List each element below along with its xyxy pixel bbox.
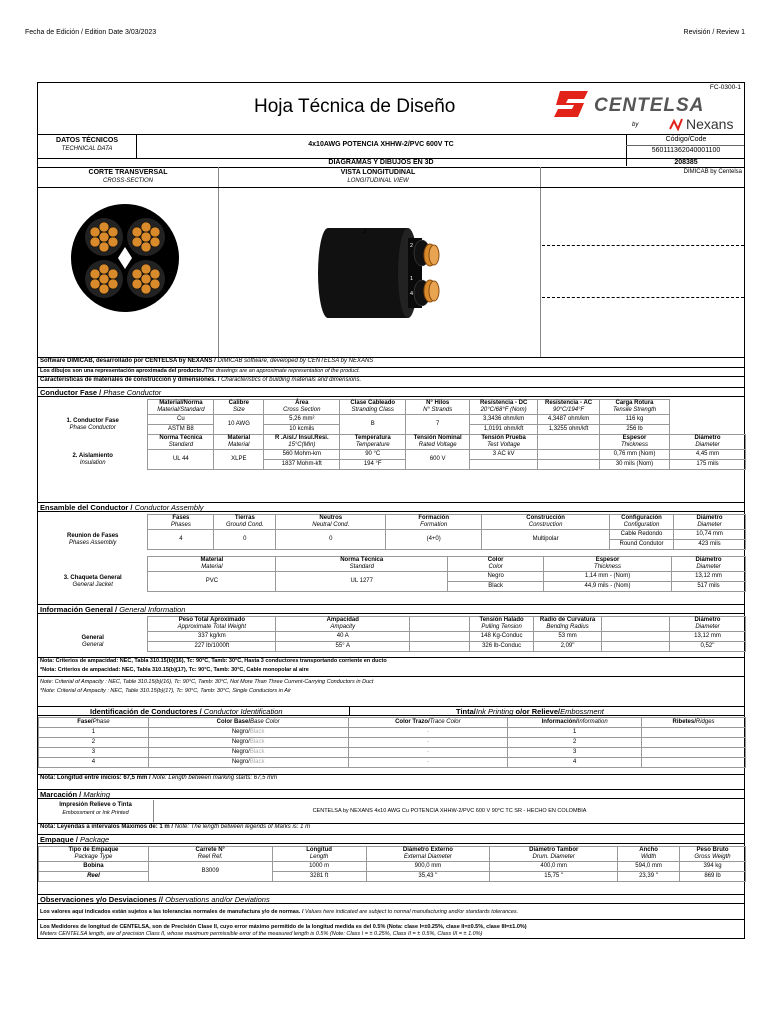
marking-length-note: Nota: Longitud entre inicios: 67,5 mm / Note: Length between marking starts: 67,5 mm <box>40 775 278 781</box>
ampacity-note-2: *Nota: Criterios de ampacidad: NEC, Tabla 310.15(b)(17), Tc: 90°C, Tamb: 30°C, Cable monopolar al aire <box>40 667 309 673</box>
meter-precision-note-en: Meters CENTELSA length, are of precision Class II, whose maximum permissible error of the measured length is 0.5% (Note: Class I = ± 0.25%, Class II = ± 0.5%, Class III = ± 1.0%) <box>40 931 483 937</box>
cross-section-drawing <box>70 203 180 318</box>
product-name: 4x10AWG POTENCIA XHHW-2/PVC 600V TC <box>308 141 454 148</box>
legend-interval-note: Nota: Leyendas a intervalos Máximos de: 1 m / Note: The length between legends of Marks is: 1 m <box>40 824 311 830</box>
cross-section-label: CROSS-SECTION <box>102 178 153 184</box>
table-row: 4 Negro/Black - 4 <box>39 758 746 768</box>
marking-label-en: Embossment or Ink Printed <box>62 810 129 816</box>
form-code: FC-0300-1 <box>709 84 741 91</box>
section-marcacion: Marcación / Marking <box>38 789 744 799</box>
package-table: Tipo de Empaque Package Type Carrete N° Reel Ref. Longitud Length Diámetro Externo External Diameter Diámetro Tambor Drum. Diameter Ancho Width Peso Bruto Gross Weigth Bobina B3009 1000 m 900,0 mm 400,0 mm 594,0 mm 394 kg Reel 3281 ft 35,43 '' 15,75 '' 23,39 '' 869 lb <box>38 846 746 882</box>
edition-date: Fecha de Edición / Edition Date 3/03/2023 <box>25 29 157 36</box>
label-3: 3 <box>363 229 367 235</box>
svg-text:CENTELSA: CENTELSA <box>594 95 705 116</box>
ensamble-table: Fases Phases Tierras Ground Cond. Neutros Neutral Cond. Formación Formation Construcción Construction Configuración Configuration Diámetro Diameter Reunion de Fases Phases Assembly 4 0 0 (4+0) Multipolar Cable Redondo 10,74 mm Round Condutor 423 mils <box>38 514 746 550</box>
logo-by: by <box>632 122 639 128</box>
revision: Revisión / Review 1 <box>683 29 745 36</box>
section-ensamble: Ensamble del Conductor / Conductor Assembly <box>38 502 744 512</box>
ampacity-note-4: *Note: Criterial of Ampacity : NEC, Table 310.15(b)(17), Tc: 90°C, Tamb: 30°C, Single Conductors in Air <box>40 688 291 694</box>
label-2: 2 <box>410 243 414 249</box>
longitudinal-drawing <box>316 223 446 328</box>
datasheet <box>37 82 745 939</box>
datos-tecnicos: DATOS TÉCNICOS <box>56 137 118 144</box>
code-value: 560111362040001100 <box>651 147 721 154</box>
table-row: 1 Negro/Black - 1 <box>39 728 746 738</box>
info-table: Peso Total Aproximado Approximate Total Weight Ampacidad Ampacity Tensión Halado Pulling Tension Radio de Curvatura Bending Radius Diámetro Diameter General General 337 kg/km 40 A 148 Kg-Conduc 53 mm 13,12 mm 227 lb/1000ft 55° A 326 lb-Conduc 2,09'' 0,52'' <box>38 616 746 652</box>
conductor-fase-table: Material/Norma Material/Standard Calibre Size Área Cross Section Clase Cableado Stranding Class N° Hilos N° Strands Resistencia - DC 20°C/68°F (Nom) Resistencia - AC 90°C/194°F Carga Rotura Tensile Strength 1. Conductor Fase Phase Conductor Cu 10 AWG 5,26 mm² B 7 3,3436 ohm/km 4,3487 ohm/km 116 kg ASTM B8 10 kcmils 1,0191 ohm/kft 1,3255 ohm/kft 256 lb Norma Técnica Standard Material Material R .Aisl./ Insul.Resi. 15°C(Min) Temperatura Temperature Tensión Nominal Rated Voltage Tensión Prueba Test Voltage Espesor Thickness Diámetro Diameter 2. Aislamiento Insulation UL 44 XLPE 560 Mohm-km 90 °C 600 V 3 AC kV 0,76 mm (Nom) 4,45 mm 1837 Mohm-kft 194 °F 30 mils (Nom) 175 mils <box>38 399 746 470</box>
chaqueta-table: Material Material Norma Técnica Standard Color Color Espesor Thickness Diámetro Diameter 3. Chaqueta General General Jacket PVC UL 1277 Negro 1,14 mm - (Nom) 13,12 mm Black 44,9 mils - (Nom) 517 mils <box>38 556 746 592</box>
note-characteristics: Características de materiales de construcción y dimensiones. / Characteristics of building materials and dimensions. <box>40 377 362 383</box>
tolerance-note: Los valores aquí indicados están sujetos a las tolerancias normales de manufactura y/o de normas. / Values here indicated are subject to normal manufacturing and/or standards tolerances. <box>40 909 519 915</box>
marking-label: Impresión Relieve o Tinta <box>59 802 132 808</box>
ampacity-note-1: Nota: Criterios de ampacidad: NEC, Tabla 310.15(b)(16), Tc: 90°C, Tamb: 30°C, Hasta 3 conductores transportando corriente en ducto <box>40 658 387 664</box>
section-conductor-fase: Conductor Fase / Phase Conductor <box>38 387 744 397</box>
corte-title: CORTE TRANSVERSAL <box>88 169 168 176</box>
table-row: 2 Negro/Black - 2 <box>39 738 746 748</box>
doc-number: 208385 <box>674 159 698 166</box>
label-4: 4 <box>410 291 414 297</box>
page-title: Hoja Técnica de Diseño <box>254 96 456 117</box>
vista-title: VISTA LONGITUDINAL <box>340 169 416 176</box>
label-1: 1 <box>410 276 414 282</box>
note-drawings: Los dibujos son una representación aproximada del producto./The drawings are an approximate representation of the product. <box>40 368 361 374</box>
longitudinal-label: LONGITUDINAL VIEW <box>347 178 409 184</box>
section-info-general: Información General / General Information <box>38 604 744 614</box>
ampacity-note-3: Note: Criterial of Ampacity : NEC, Table 310.15(b)(16), Tc: 90°C, Tamb: 30°C, Not More Than Three Current-Carrying Conductors in Duct <box>40 679 374 685</box>
marking-text: CENTELSA by NEXANS 4x10 AWG Cu POTENCIA XHHW-2/PVC 600 V 90°C TC SR - HECHO EN COLOMBIA <box>312 808 587 814</box>
identification-table: Fase/Phase Color Base/Base Color Color Trazo/Trace Color Información/Information Ribetes/Ridges 1 Negro/Black - 1 2 Negro/Black - 2 3 Negro/Black - 3 4 Negro/Black - 4 <box>38 717 746 768</box>
technical-data: TECHNICAL DATA <box>61 146 113 152</box>
meter-precision-note: Los Medidores de longitud de CENTELSA, son de Precisión Clase II, cuyo error máximo permitido de la longitud medida es del 0.5% (Nota: clase I=±0.25%, clase II=±0.5%, clase III=±1.0%) <box>40 924 527 930</box>
section-observaciones: Observaciones y/o Desviaciones // Observations and/or Deviations <box>38 894 744 904</box>
code-label: Código/Code <box>665 136 707 143</box>
dimicab-label: DIMICAB by Centelsa <box>683 169 742 175</box>
section-empaque: Empaque / Package <box>38 834 744 844</box>
diagramas-title: DIAGRAMAS Y DIBUJOS EN 3D <box>328 159 434 166</box>
nexans-logo: Nexans <box>686 116 734 132</box>
section-identificacion: Identificación de Conductores / Conductor Identification Tinta/Ink Printing o/or Relieve/Embossment <box>38 706 744 716</box>
note-software: Software DIMICAB, desarrollado por CENTELSA by NEXANS / DIMICAB software, developed by CENTELSA by NEXANS <box>40 358 374 364</box>
table-row: 3 Negro/Black - 3 <box>39 748 746 758</box>
